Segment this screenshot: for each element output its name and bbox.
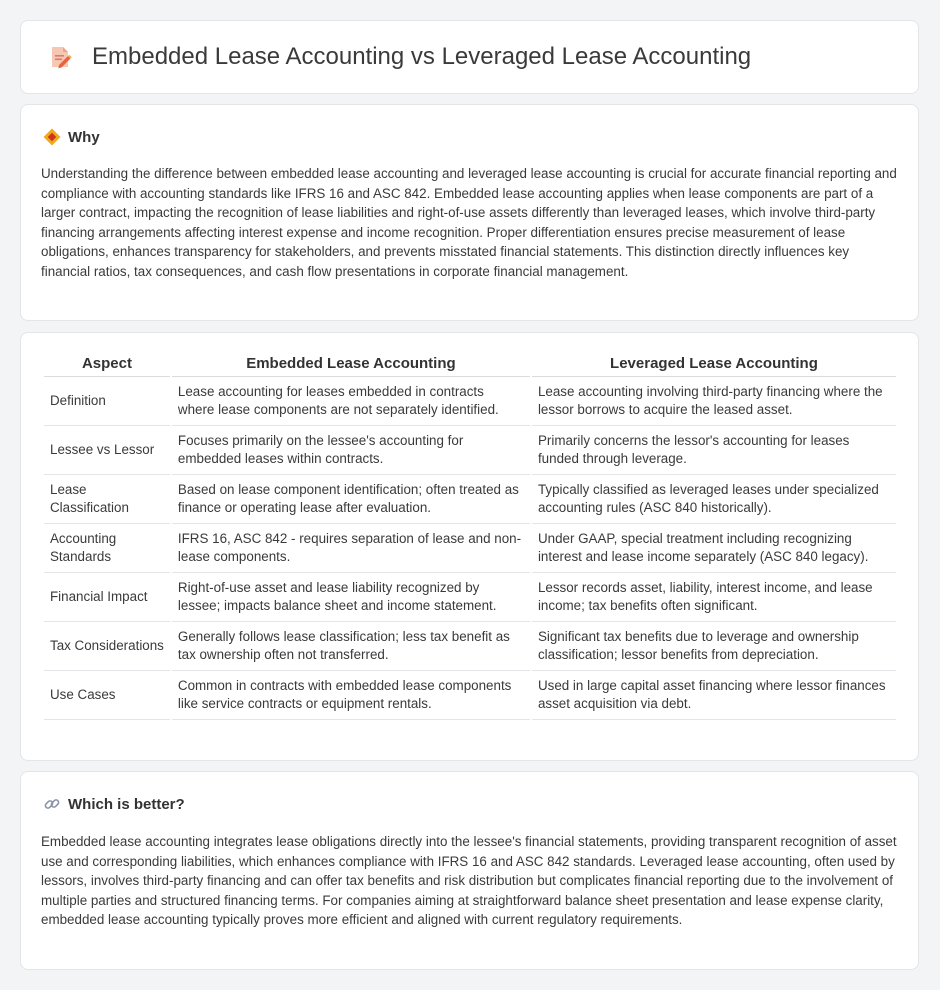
leveraged-cell: Primarily concerns the lessor's accounting for leases funded through leverage. (532, 426, 896, 475)
header-embedded: Embedded Lease Accounting (172, 351, 530, 377)
leveraged-cell: Under GAAP, special treatment including recognizing interest and lease income separately (ASC 840 legacy). (532, 524, 896, 573)
diamond-warning-icon (43, 128, 61, 146)
aspect-cell: Use Cases (44, 671, 170, 720)
aspect-cell: Financial Impact (44, 573, 170, 622)
table-row (44, 475, 896, 524)
why-heading-row (43, 128, 100, 146)
why-section (20, 104, 919, 321)
table-row (44, 524, 896, 573)
leveraged-cell: Used in large capital asset financing where lessor finances asset acquisition via debt. (532, 671, 896, 720)
leveraged-cell: Lease accounting involving third-party financing where the lessor borrows to acquire the leased asset. (532, 377, 896, 426)
table-row (44, 426, 896, 475)
table-row (44, 671, 896, 720)
aspect-cell: Lease Classification (44, 475, 170, 524)
better-paragraph: Embedded lease accounting integrates lease obligations directly into the lessee's financial statements, providing transparent recognition of asset use and corresponding liabilities, which enhances compliance with IFRS 16 and ASC 842 standards. Leveraged lease accounting, often used by lessors, involves third-party financing and can offer tax benefits and risk distribution but complicates financial reporting due to the involvement of multiple parties and structured financing terms. For companies aiming at straightforward balance sheet presentation and lease expense clarity, embedded lease accounting typically proves more efficient and aligned with current regulatory requirements. (41, 834, 897, 927)
which-better-section (20, 771, 919, 970)
page-title: Embedded Lease Accounting vs Leveraged Lease Accounting (92, 43, 752, 70)
title-card (20, 20, 919, 94)
embedded-cell: Lease accounting for leases embedded in contracts where lease components are not separately identified. (172, 377, 530, 426)
header-leveraged: Leveraged Lease Accounting (532, 351, 896, 377)
table-row (44, 573, 896, 622)
better-heading-row (43, 795, 185, 813)
why-heading: Why (68, 128, 100, 146)
comparison-table-card (20, 332, 919, 761)
why-paragraph: Understanding the difference between embedded lease accounting and leveraged lease accounting is crucial for accurate financial reporting and compliance with accounting standards like IFRS 16 and ASC 842. Embedded lease accounting applies when lease components are part of a larger contract, impacting the recognition of lease liabilities and right-of-use assets differently than leveraged leases, which involve third-party financing arrangements affecting interest expense and income recognition. Proper differentiation ensures precise measurement of lease obligations, enhances transparency for stakeholders, and prevents misstated financial statements. This distinction directly influences key financial ratios, tax consequences, and cash flow presentations in corporate financial management. (41, 166, 897, 279)
aspect-cell: Definition (44, 377, 170, 426)
table-row (44, 377, 896, 426)
table-header-row (44, 351, 896, 377)
embedded-cell: Common in contracts with embedded lease components like service contracts or equipment rentals. (172, 671, 530, 720)
better-heading: Which is better? (68, 795, 185, 813)
leveraged-cell: Typically classified as leveraged leases under specialized accounting rules (ASC 840 historically). (532, 475, 896, 524)
table-row (44, 622, 896, 671)
embedded-cell: Based on lease component identification; often treated as finance or operating lease after evaluation. (172, 475, 530, 524)
embedded-cell: Generally follows lease classification; less tax benefit as tax ownership often not transferred. (172, 622, 530, 671)
link-icon (43, 795, 61, 813)
aspect-cell: Accounting Standards (44, 524, 170, 573)
aspect-cell: Tax Considerations (44, 622, 170, 671)
embedded-cell: Right-of-use asset and lease liability recognized by lessee; impacts balance sheet and income statement. (172, 573, 530, 622)
header-aspect: Aspect (44, 351, 170, 377)
leveraged-cell: Significant tax benefits due to leverage and ownership classification; lessor benefits from depreciation. (532, 622, 896, 671)
embedded-cell: Focuses primarily on the lessee's accounting for embedded leases within contracts. (172, 426, 530, 475)
comparison-table (42, 351, 898, 720)
leveraged-cell: Lessor records asset, liability, interest income, and lease income; tax benefits often significant. (532, 573, 896, 622)
aspect-cell: Lessee vs Lessor (44, 426, 170, 475)
document-pencil-icon (47, 44, 73, 70)
embedded-cell: IFRS 16, ASC 842 - requires separation of lease and non-lease components. (172, 524, 530, 573)
